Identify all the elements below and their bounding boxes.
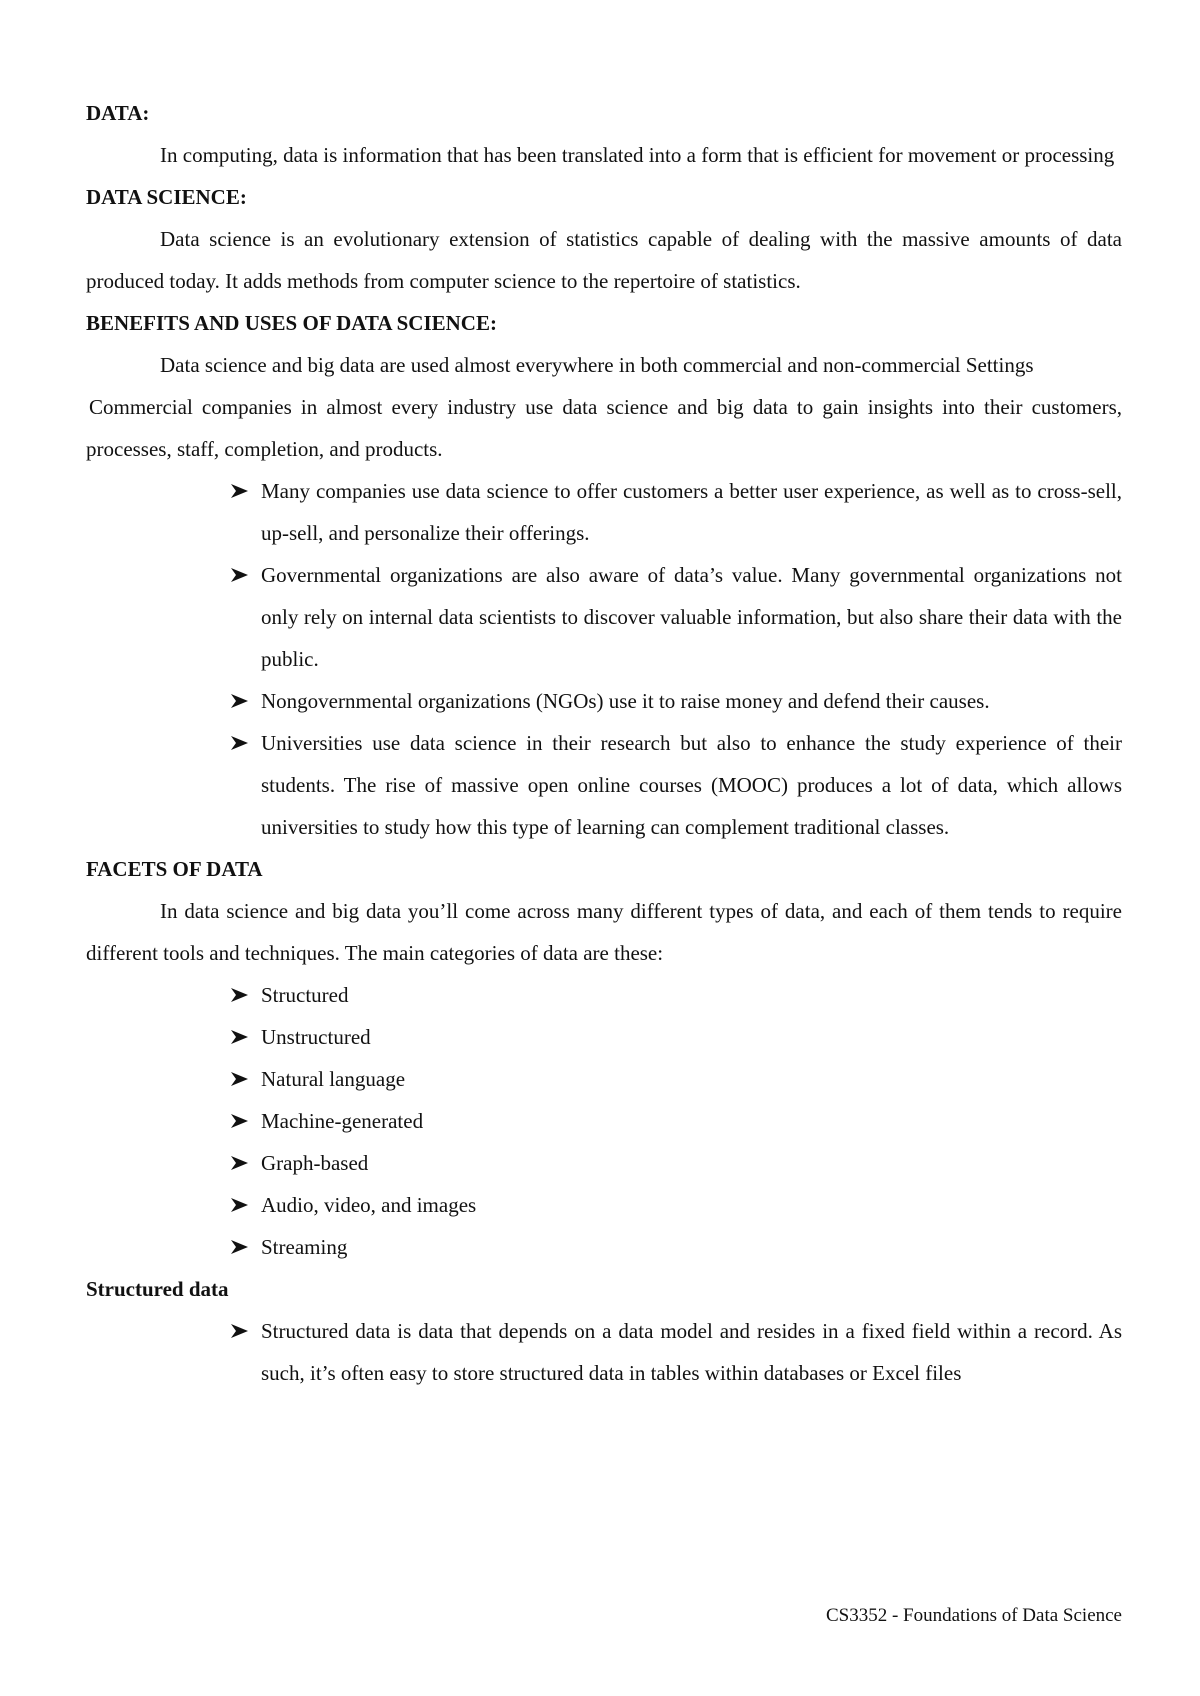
- list-item-text: Natural language: [261, 1067, 406, 1091]
- list-item-text: Universities use data science in their research but also to enhance the study experience of their students. The rise of massive open online courses (MOOC) produces a lot of data, which allows universities to study how this type of learning can complement traditional classes.: [261, 731, 1122, 839]
- list-item: [230, 722, 1122, 848]
- list-item: [230, 1058, 1122, 1100]
- list-item-text: Structured data is data that depends on a data model and resides in a fixed field within a record. As such, it’s often easy to store structured data in tables within databases or Excel files: [261, 1319, 1122, 1385]
- list-item: [230, 1100, 1122, 1142]
- list-item-text: Structured: [261, 983, 349, 1007]
- list-item: [230, 1184, 1122, 1226]
- arrowhead-bullet-icon: [230, 1113, 249, 1129]
- paragraph-data-science-definition: Data science is an evolutionary extension of statistics capable of dealing with the massive amounts of data produced today. It adds methods from computer science to the repertoire of statistics.: [86, 227, 1122, 293]
- list-item-text: Machine-generated: [261, 1109, 424, 1133]
- arrowhead-bullet-icon: [230, 483, 249, 499]
- arrowhead-bullet-icon: [230, 1239, 249, 1255]
- list-item: [230, 1310, 1122, 1394]
- list-item: [230, 1226, 1122, 1268]
- list-item: [230, 1016, 1122, 1058]
- list-item-text: Streaming: [261, 1235, 348, 1259]
- heading-data: DATA:: [86, 101, 150, 125]
- structured-list: [86, 1310, 1122, 1394]
- arrowhead-bullet-icon: [230, 1071, 249, 1087]
- list-item-text: Graph-based: [261, 1151, 369, 1175]
- heading-facets: FACETS OF DATA: [86, 857, 263, 881]
- paragraph-commercial-companies: Commercial companies in almost every industry use data science and big data to gain insights into their customers, processes, staff, completion, and products.: [86, 395, 1122, 461]
- arrowhead-bullet-icon: [230, 987, 249, 1003]
- list-item: [230, 1142, 1122, 1184]
- arrowhead-bullet-icon: [230, 1197, 249, 1213]
- heading-structured-data: Structured data: [86, 1277, 229, 1301]
- arrowhead-bullet-icon: [230, 735, 249, 751]
- list-item-text: Audio, video, and images: [261, 1193, 477, 1217]
- list-item: [230, 554, 1122, 680]
- paragraph-benefits-intro: Data science and big data are used almost everywhere in both commercial and non-commercial Settings: [160, 353, 1034, 377]
- list-item-text: Governmental organizations are also aware of data’s value. Many governmental organizations not only rely on internal data scientists to discover valuable information, but also share their data with the public.: [261, 563, 1122, 671]
- document-page: [86, 92, 1122, 1394]
- paragraph-facets-intro: In data science and big data you’ll come across many different types of data, and each of them tends to require different tools and techniques. The main categories of data are these:: [86, 899, 1122, 965]
- list-item: [230, 470, 1122, 554]
- list-item-text: Many companies use data science to offer customers a better user experience, as well as to cross-sell, up-sell, and personalize their offerings.: [261, 479, 1122, 545]
- arrowhead-bullet-icon: [230, 1155, 249, 1171]
- heading-benefits: BENEFITS AND USES OF DATA SCIENCE:: [86, 311, 497, 335]
- benefits-list: [86, 470, 1122, 848]
- heading-data-science: DATA SCIENCE:: [86, 185, 247, 209]
- arrowhead-bullet-icon: [230, 1029, 249, 1045]
- list-item: [230, 680, 1122, 722]
- list-item-text: Nongovernmental organizations (NGOs) use it to raise money and defend their causes.: [261, 689, 990, 713]
- arrowhead-bullet-icon: [230, 567, 249, 583]
- list-item-text: Unstructured: [261, 1025, 371, 1049]
- facets-list: [86, 974, 1122, 1268]
- arrowhead-bullet-icon: [230, 1323, 249, 1339]
- list-item: [230, 974, 1122, 1016]
- page-footer: CS3352 - Foundations of Data Science: [825, 1605, 1122, 1626]
- arrowhead-bullet-icon: [230, 693, 249, 709]
- paragraph-data-definition: In computing, data is information that has been translated into a form that is efficient for movement or processing: [160, 143, 1115, 167]
